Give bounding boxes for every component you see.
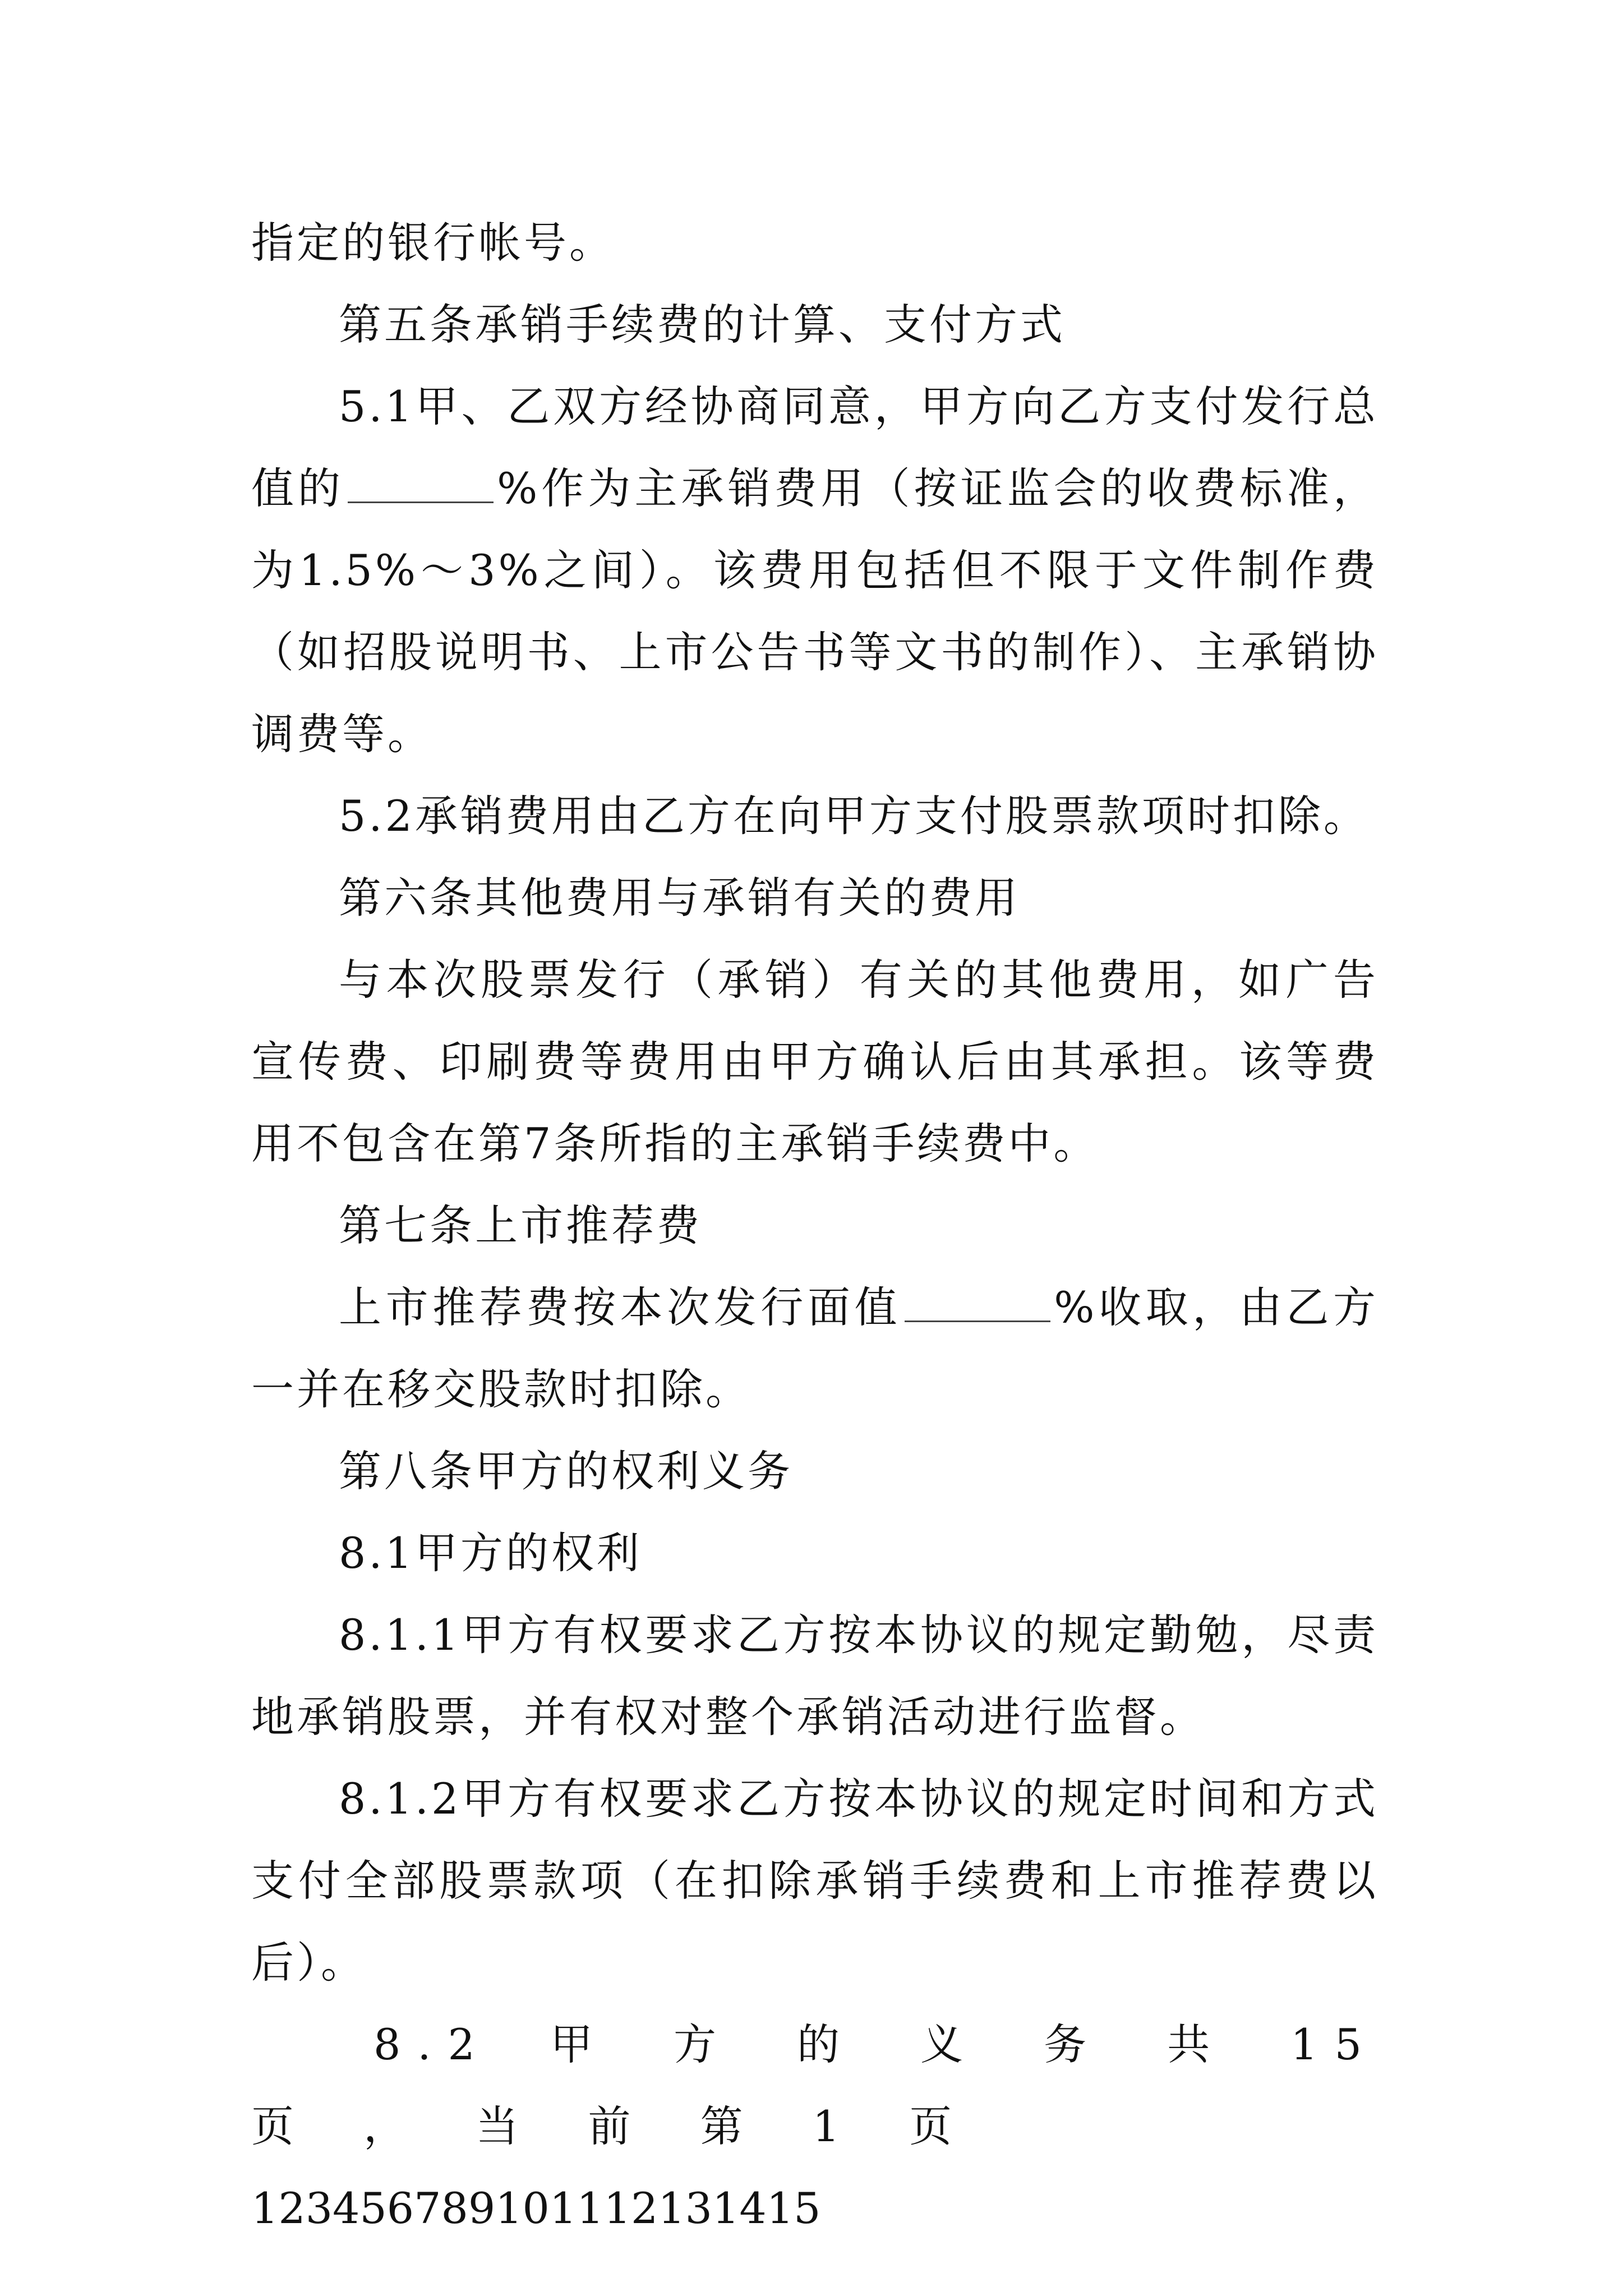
paragraph-article-6-body: 与本次股票发行（承销）有关的其他费用，如广告宣传费、印刷费等费用由甲方确认后由其承担。该等费用不包含在第7条所指的主承销手续费中。 xyxy=(251,955,1378,1168)
heading-8-2: 8.2 甲 方 的 义 务 xyxy=(374,2019,1109,2069)
heading-article-5: 第五条承销手续费的计算、支付方式 xyxy=(339,300,1066,349)
paragraph-article-7-start: 上市推荐费按本次发行面值 xyxy=(339,1282,902,1332)
fill-in-blank-underwriting-rate xyxy=(348,498,494,503)
document-body xyxy=(251,202,1378,2249)
heading-8-1: 8.1甲方的权利 xyxy=(339,1528,642,1578)
fill-in-blank-listing-fee-rate xyxy=(905,1317,1050,1322)
paragraph-5-1-end: %作为主承销费用（按证监会的收费标准，为1.5%～3%之间）。该费用包括但不限于文件制作费（如招股说明书、上市公告书等文书的制作）、主承销协调费等。 xyxy=(251,463,1378,759)
paragraph-5-1-start: 5.1甲、乙双方经协商同意，甲方向乙方支付发行总值的 xyxy=(251,381,1378,513)
paragraph-8-2-with-page-info xyxy=(251,2004,1378,2168)
paragraph-5-2: 5.2承销费用由乙方在向甲方支付股票款项时扣除。 xyxy=(339,791,1369,841)
paragraph-bank-account: 指定的银行帐号。 xyxy=(251,218,615,268)
heading-article-8: 第八条甲方的权利义务 xyxy=(339,1446,793,1496)
paragraph-article-7-body xyxy=(251,1267,1378,1430)
paragraph-8-1-1: 8.1.1甲方有权要求乙方按本协议的规定勤勉，尽责地承销股票，并有权对整个承销活动进行监督。 xyxy=(251,1610,1378,1742)
heading-article-7: 第七条上市推荐费 xyxy=(339,1200,702,1250)
paragraph-article-7-end: %收取，由乙方一并在移交股款时扣除。 xyxy=(251,1282,1378,1414)
paragraph-5-1 xyxy=(251,366,1378,775)
paragraph-8-1-2: 8.1.2甲方有权要求乙方按本协议的规定时间和方式支付全部股票款项（在扣除承销手续费和上市推荐费以后）。 xyxy=(251,1774,1378,1987)
page-number-list-row xyxy=(251,2168,1378,2249)
heading-article-6: 第六条其他费用与承销有关的费用 xyxy=(339,873,1020,923)
page-number-list: 123456789101112131415 xyxy=(251,2183,821,2233)
page-indicator: 共 15 页 ， 当 前 第 1 页 xyxy=(251,2019,1378,2151)
